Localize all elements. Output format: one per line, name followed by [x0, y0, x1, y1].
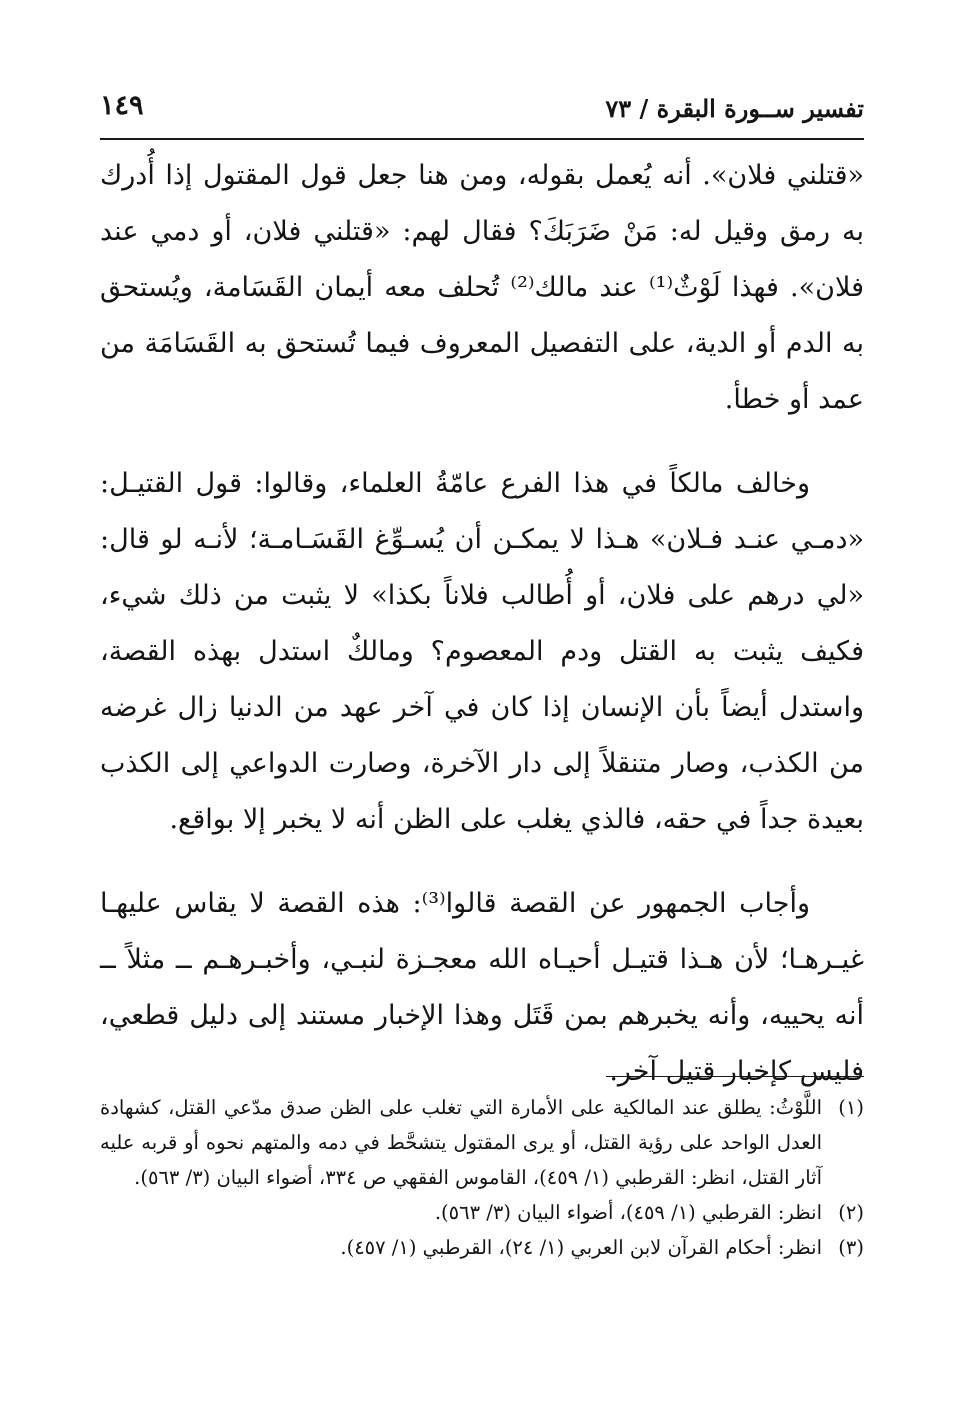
- footnote-1: [100, 1090, 864, 1195]
- paragraph-2: وخالف مالكاً في هذا الفرع عامّةُ العلماء، وقالوا: قول القتيـل: «دمـي عنـد فـلان» هـذا لا يمكـن أن يُسـوِّغ القَسَـامـة؛ لأنـه لو قال: «لي درهم على فلان، أو أُطالب فلاناً بكذا» لا يثبت من ذلك شيء، فكيف يثبت به القتل ودم المعصوم؟ ومالكٌ استدل بهذه القصة، واستدل أيضاً بأن الإنسان إذا كان في آخر عهد من الدنيا زال غرضه من الكذب، وصار متنقلاً إلى دار الآخرة، وصارت الدواعي إلى الكذب بعيدة جداً في حقه، فالذي يغلب على الظن أنه لا يخبر إلا بواقع.: [100, 468, 864, 835]
- main-text: [100, 148, 864, 1100]
- running-title: تفسير ســورة البقرة / ٧٣: [605, 94, 864, 123]
- footnote-text: اللَّوْثُ: يطلق عند المالكية على الأمارة التي تغلب على الظن صدق مدّعي القتل، كشهادة العدل الواحد على رؤية القتل، أو يرى المقتول يتشحَّط في دمه والمتهم نحوه أو قربه عليه آثار القتل، انظر: القرطبي (١/ ٤٥٩)، القاموس الفقهي ص ٣٣٤، أضواء البيان (٣/ ٥٦٣).: [100, 1096, 822, 1189]
- footnote-separator: [606, 1076, 864, 1077]
- footnote-text: انظر: القرطبي (١/ ٤٥٩)، أضواء البيان (٣/ ٥٦٣).: [434, 1201, 822, 1224]
- footnote-number: (١): [838, 1096, 864, 1119]
- paragraph-1: «قتلني فلان». أنه يُعمل بقوله، ومن هنا جعل قول المقتول إذا أُدرك به رمق وقيل له: مَنْ ضَرَبَكَ؟ فقال لهم: «قتلني فلان، أو دمي عند فلان». فهذا لَوْثٌ⁽¹⁾ عند مالك⁽²⁾ تُحلف معه أيمان القَسَامة، ويُستحق به الدم أو الدية، على التفصيل المعروف فيما تُستحق به القَسَامَة من عمد أو خطأ.: [100, 160, 864, 415]
- footnote-text: انظر: أحكام القرآن لابن العربي (١/ ٢٤)، القرطبي (١/ ٤٥٧).: [340, 1236, 822, 1259]
- page-number: ١٤٩: [100, 90, 144, 121]
- footnote-2: [100, 1195, 864, 1230]
- page-header: [100, 86, 864, 140]
- footnote-number: (٢): [838, 1201, 864, 1224]
- footnote-number: (٣): [838, 1236, 864, 1259]
- footnotes: [100, 1090, 864, 1265]
- footnote-3: [100, 1230, 864, 1265]
- paragraph-3: وأجاب الجمهور عن القصة قالوا⁽³⁾: هذه القصة لا يقاس عليهـا غيـرهـا؛ لأن هـذا قتيـل أحيـاه الله معجـزة لنبـي، وأخبـرهـم ــ مثلاً ــ أنه يحييه، وأنه يخبرهم بمن قَتَل وهذا الإخبار مستند إلى دليل قطعي، فليس كإخبار قتيل آخر.: [100, 888, 864, 1087]
